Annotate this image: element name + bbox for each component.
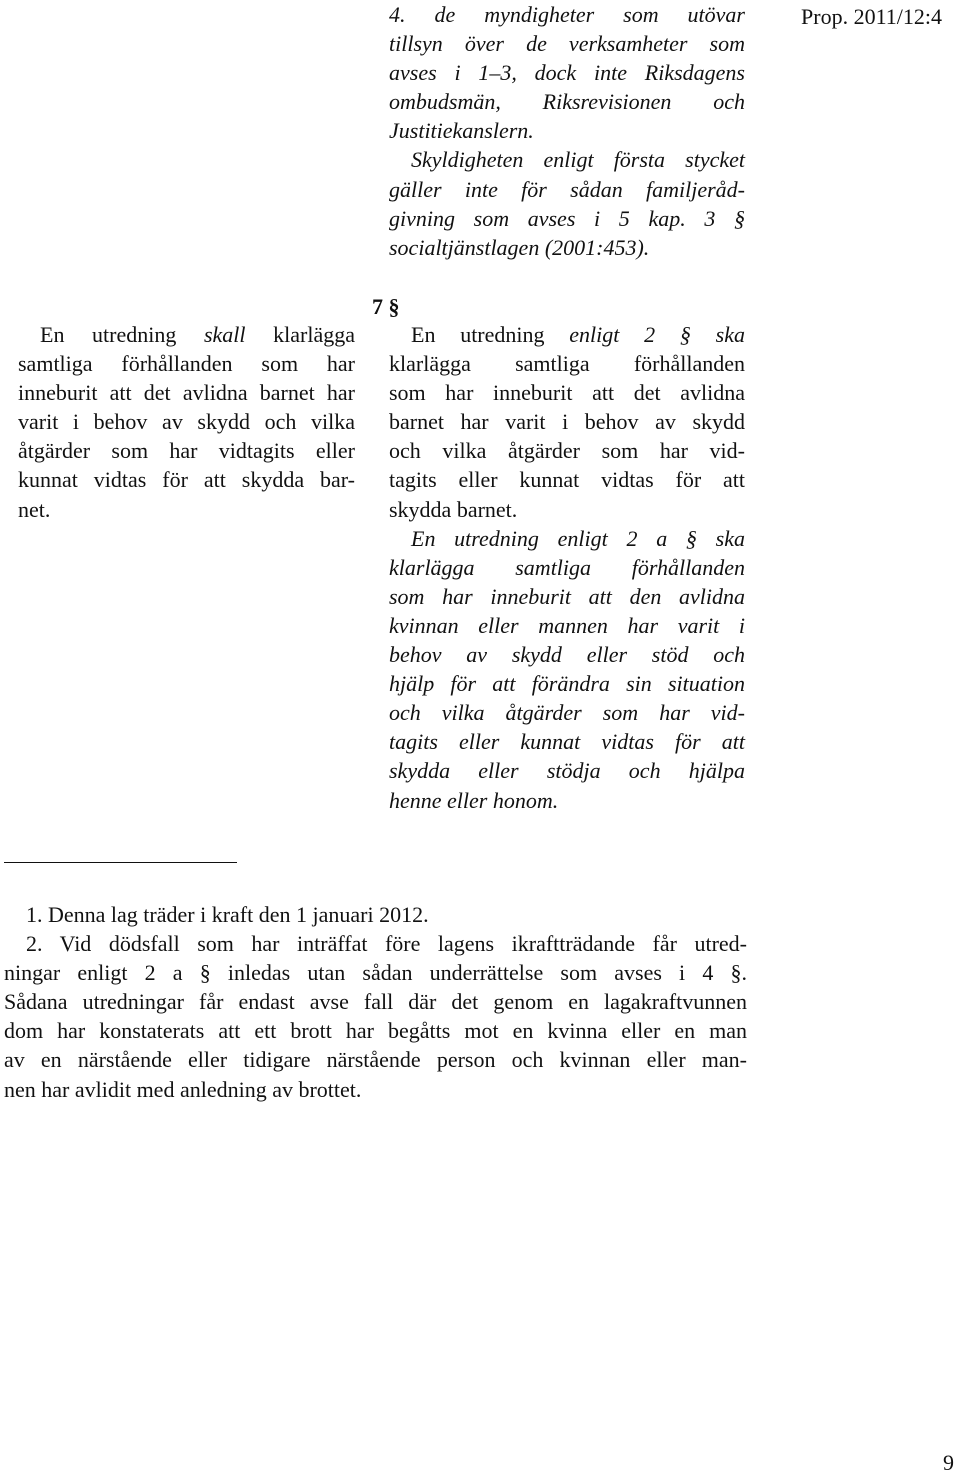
text-line: ombudsmän, Riksrevisionen och bbox=[389, 89, 745, 115]
section-number: 7 § bbox=[372, 294, 400, 319]
text-line: Skyldigheten enligt första stycket bbox=[411, 147, 745, 173]
text-line: Sådana utredningar får endast avse fall där det genom en lagakraftvunnen bbox=[4, 989, 747, 1015]
text-line: skydda eller stödja och hjälpa bbox=[389, 758, 745, 784]
text-line: henne eller honom. bbox=[389, 787, 559, 813]
text-line: och vilka åtgärder som har vid- bbox=[389, 700, 745, 726]
top-paragraph-italic bbox=[389, 0, 745, 262]
text-line: nen har avlidit med anledning av brottet. bbox=[4, 1076, 362, 1102]
text-line: gäller inte för sådan familjeråd- bbox=[389, 176, 745, 202]
text-line: En utredning enligt 2 § ska bbox=[411, 322, 745, 347]
text-line: av en närstående eller tidigare närstående person och kvinnan eller man- bbox=[4, 1047, 747, 1073]
text-line: tagits eller kunnat vidtas för att bbox=[389, 729, 745, 755]
page-number: 9 bbox=[943, 1450, 954, 1475]
text-line: tillsyn över de verksamheter som bbox=[389, 31, 745, 57]
footnote-divider bbox=[4, 862, 237, 863]
text-line: behov av skydd eller stöd och bbox=[389, 642, 745, 668]
text-line: ningar enligt 2 a § inledas utan sådan underrättelse som avses i 4 §. bbox=[4, 960, 747, 986]
left-column-paragraph bbox=[18, 320, 355, 524]
provision-item-1: 1. Denna lag träder i kraft den 1 januari 2012. bbox=[26, 902, 429, 927]
transitional-provisions bbox=[4, 900, 747, 1104]
text-line: klarlägga samtliga förhållanden bbox=[389, 554, 745, 580]
text-line: varit i behov av skydd och vilka bbox=[18, 409, 355, 435]
text-line: åtgärder som har vidtagits eller bbox=[18, 438, 355, 464]
text-line: avses i 1–3, dock inte Riksdagens bbox=[389, 60, 745, 86]
text-line: kunnat vidtas för att skydda bar- bbox=[18, 467, 355, 493]
text-line: hjälp för att förändra sin situation bbox=[389, 671, 745, 697]
emphasis: skall bbox=[203, 322, 246, 347]
emphasis: ska bbox=[715, 322, 745, 347]
text-line: En utredning skall klarlägga bbox=[40, 322, 355, 347]
running-header: Prop. 2011/12:4 bbox=[801, 4, 942, 29]
text-line: som har inneburit att det avlidna bbox=[389, 380, 745, 406]
text-line: dom har konstaterats att ett brott har begåtts mot en kvinna eller en man bbox=[4, 1018, 747, 1044]
emphasis: enligt 2 § bbox=[569, 322, 691, 347]
text-line: givning som avses i 5 kap. 3 § bbox=[389, 205, 745, 231]
right-column-paragraph bbox=[389, 320, 745, 815]
text-line: 4. de myndigheter som utövar bbox=[389, 2, 745, 27]
text-line: kvinnan eller mannen har varit i bbox=[389, 612, 745, 638]
provision-item-2: 2. Vid dödsfall som har inträffat före lagens ikraftträdande får utred- bbox=[26, 931, 747, 957]
text-line: skydda barnet. bbox=[389, 496, 518, 522]
text-line: som har inneburit att den avlidna bbox=[389, 583, 745, 609]
text-line: tagits eller kunnat vidtas för att bbox=[389, 467, 745, 493]
text-line: net. bbox=[18, 496, 51, 522]
text-line: Justitiekanslern. bbox=[389, 118, 534, 144]
text-line: inneburit att det avlidna barnet har bbox=[18, 380, 355, 406]
text-line: socialtjänstlagen (2001:453). bbox=[389, 234, 650, 260]
text-line: barnet har varit i behov av skydd bbox=[389, 409, 745, 435]
text-line: samtliga förhållanden som har bbox=[18, 351, 355, 377]
text-line: och vilka åtgärder som har vid- bbox=[389, 438, 745, 464]
text-line: En utredning enligt 2 a § ska bbox=[411, 525, 745, 551]
text-line: klarlägga samtliga förhållanden bbox=[389, 351, 745, 377]
